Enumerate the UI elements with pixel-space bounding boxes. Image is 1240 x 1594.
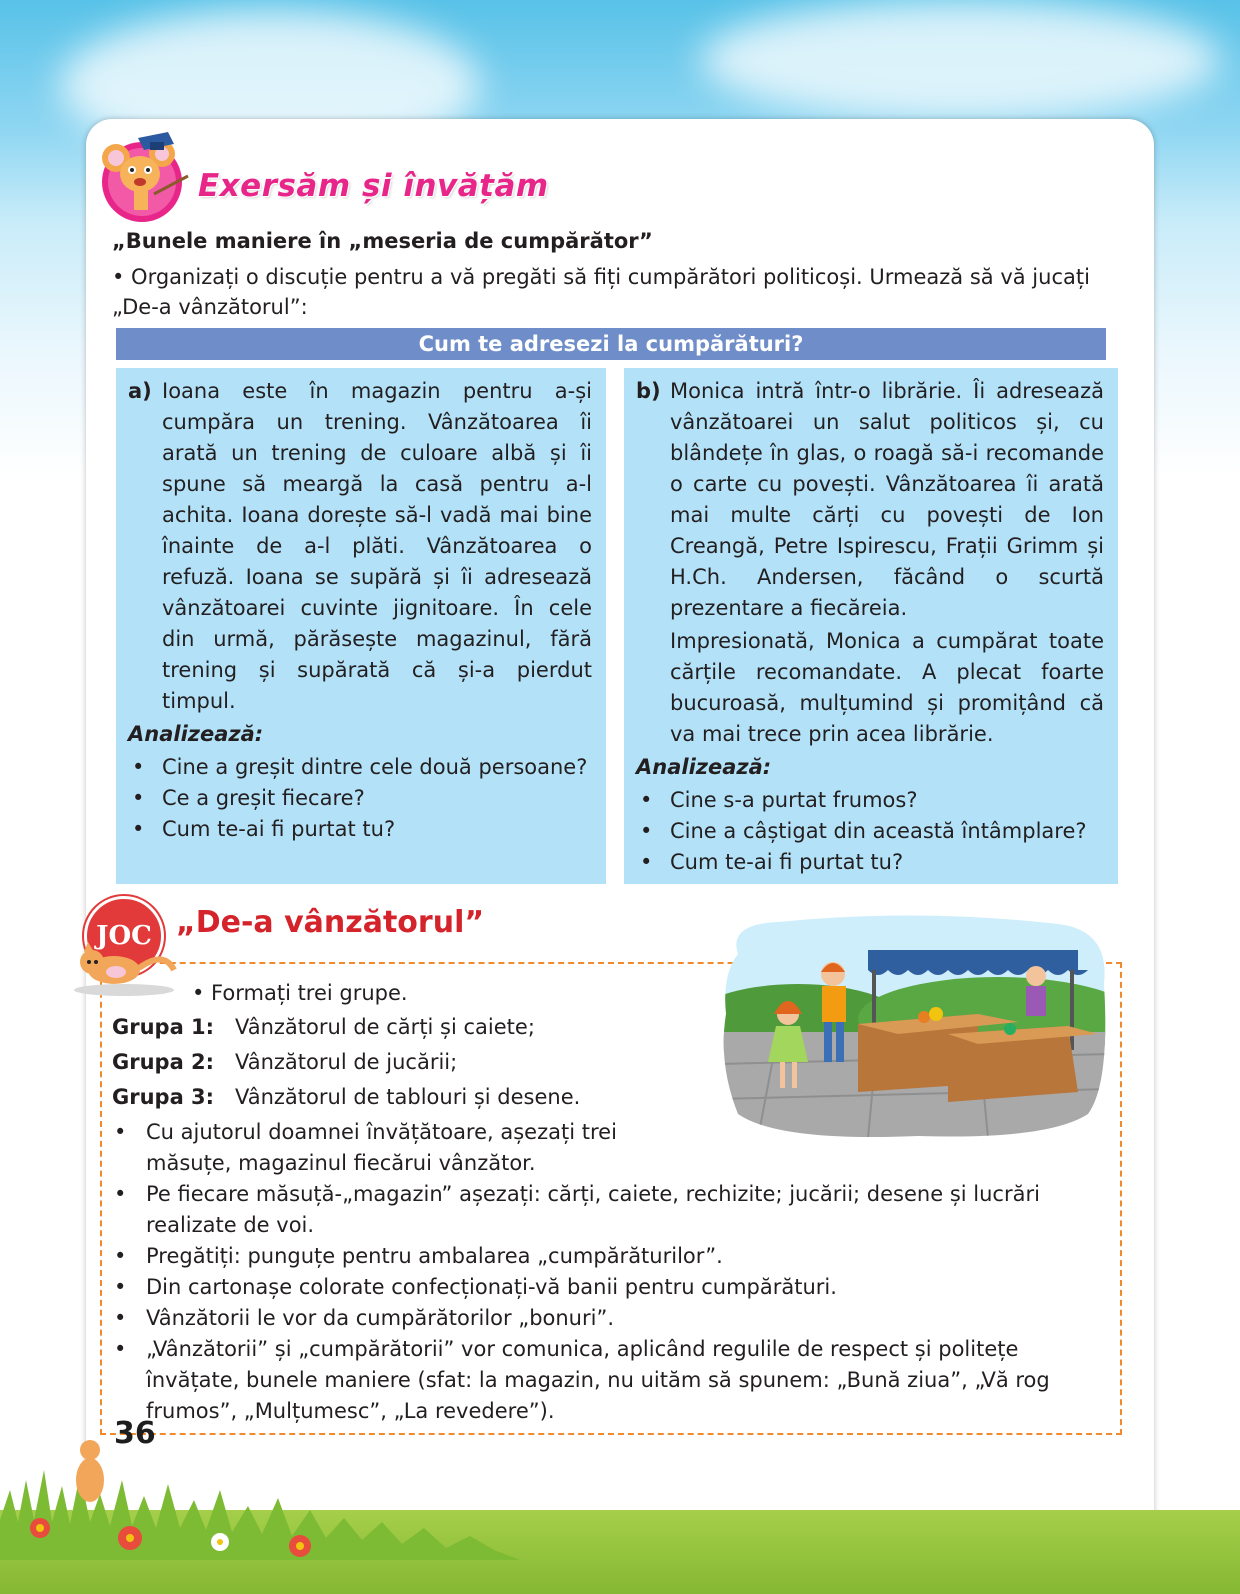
sky-cloud — [700, 0, 1220, 120]
market-illustration — [718, 914, 1110, 1138]
group-text: Vânzătorul de cărți și caiete; — [235, 1015, 535, 1039]
group-label: Grupa 2: — [112, 1050, 215, 1074]
case-a-story — [128, 376, 592, 717]
question-item: • Cum te-ai fi purtat tu? — [128, 814, 592, 845]
rule-item: • Cu ajutorul doamnei învățătoare, așezați trei măsuțe, magazinul fiecărui vânzător. — [112, 1117, 676, 1179]
case-a-box — [116, 368, 606, 884]
case-b-tag: b) — [636, 379, 661, 403]
group-label: Grupa 3: — [112, 1085, 215, 1109]
flowers-grass-decoration — [0, 1410, 520, 1560]
exercise-subtitle: „Bunele maniere în „meseria de cumpărător” — [112, 229, 653, 253]
case-b-box — [624, 368, 1118, 884]
question-item: • Ce a greșit fiecare? — [128, 783, 592, 814]
question-item: • Cum te-ai fi purtat tu? — [636, 847, 1104, 878]
question-item: • Cine s-a purtat frumos? — [636, 785, 1104, 816]
mouse-mascot-icon — [94, 124, 194, 224]
case-b-text-continued: Impresionată, Monica a cumpărat toate cărțile recomandate. A plecat foarte bucuroasă, mulțumind și promițând că va mai trece prin acea librărie. — [670, 629, 1104, 746]
game-rules — [112, 1117, 1112, 1427]
group-row — [112, 1082, 580, 1113]
case-a-text: Ioana este în magazin pentru a-și cumpăra un trening. Vânzătoarea îi arată un trening de culoare albă și îi spune să meargă la casă pentru a-l achita. Ioana dorește să-l vadă mai bine înainte de a-l plăti. Vânzătoarea o refuză. Ioana se supără și îi adresează vânzătoarei cuvinte jignitoare. În cele din urmă, părăsește magazinul, fără trening și supărată că și-a pierdut timpul. — [162, 379, 592, 713]
question-item: • Cine a câștigat din această întâmplare? — [636, 816, 1104, 847]
question-item: • Cine a greșit dintre cele două persoane? — [128, 752, 592, 783]
case-b-questions — [636, 785, 1104, 878]
exercise-intro: • Organizați o discuție pentru a vă pregăti să fiți cumpărători politicoși. Urmează să vă jucați „De-a vânzătorul”: — [112, 265, 1090, 319]
rules-list — [112, 1117, 1112, 1427]
case-b-analyze-label: Analizează: — [636, 755, 772, 779]
section-title: Exersăm și învățăm — [198, 168, 549, 204]
case-a-tag: a) — [128, 379, 152, 403]
case-a-analyze-label: Analizează: — [128, 722, 264, 746]
group-label: Grupa 1: — [112, 1015, 215, 1039]
page-number: 36 — [114, 1416, 156, 1451]
cat-mascot-icon — [64, 940, 184, 1000]
question-bar: Cum te adresezi la cumpărături? — [116, 328, 1106, 360]
rule-item: • Pe fiecare măsuță-„magazin” așezați: cărți, caiete, rechizite; jucării; desene și lucrări realizate de voi. — [112, 1179, 1112, 1241]
rule-item: • Din cartonașe colorate confecționați-vă banii pentru cumpărături. — [112, 1272, 1112, 1303]
game-title: „De-a vânzătorul” — [176, 905, 485, 940]
rule-item: • „Vânzătorii” și „cumpărătorii” vor comunica, aplicând regulile de respect și politețe învățate, bunele maniere (sfat: la magazin, nu uităm să spunem: „Bună ziua”, „Vă rog frumos”, „Mulțumesc”, „La revedere”). — [112, 1334, 1112, 1427]
case-a-questions — [128, 752, 592, 845]
case-b-story — [636, 376, 1104, 624]
group-row — [112, 1012, 535, 1043]
rule-item: • Pregătiți: punguțe pentru ambalarea „cumpărăturilor”. — [112, 1241, 1112, 1272]
group-text: Vânzătorul de tablouri și desene. — [235, 1085, 581, 1109]
case-b-text: Monica intră într-o librărie. Îi adresează vânzătoarei un salut politicos și, cu blândețe în glas, o roagă să-i recomande o carte cu povești. Vânzătoarea îi arată mai multe cărți cu povești de Ion Creangă, Petre Ispirescu, Frații Grimm și H.Ch. Andersen, făcând o scurtă prezentare a fiecăreia. — [670, 379, 1104, 620]
game-intro: • Formați trei grupe. — [192, 981, 408, 1005]
rule-item: • Vânzătorii le vor da cumpărătorilor „bonuri”. — [112, 1303, 1112, 1334]
joc-badge: JOC — [84, 896, 164, 976]
group-text: Vânzătorul de jucării; — [235, 1050, 458, 1074]
group-row — [112, 1047, 457, 1078]
